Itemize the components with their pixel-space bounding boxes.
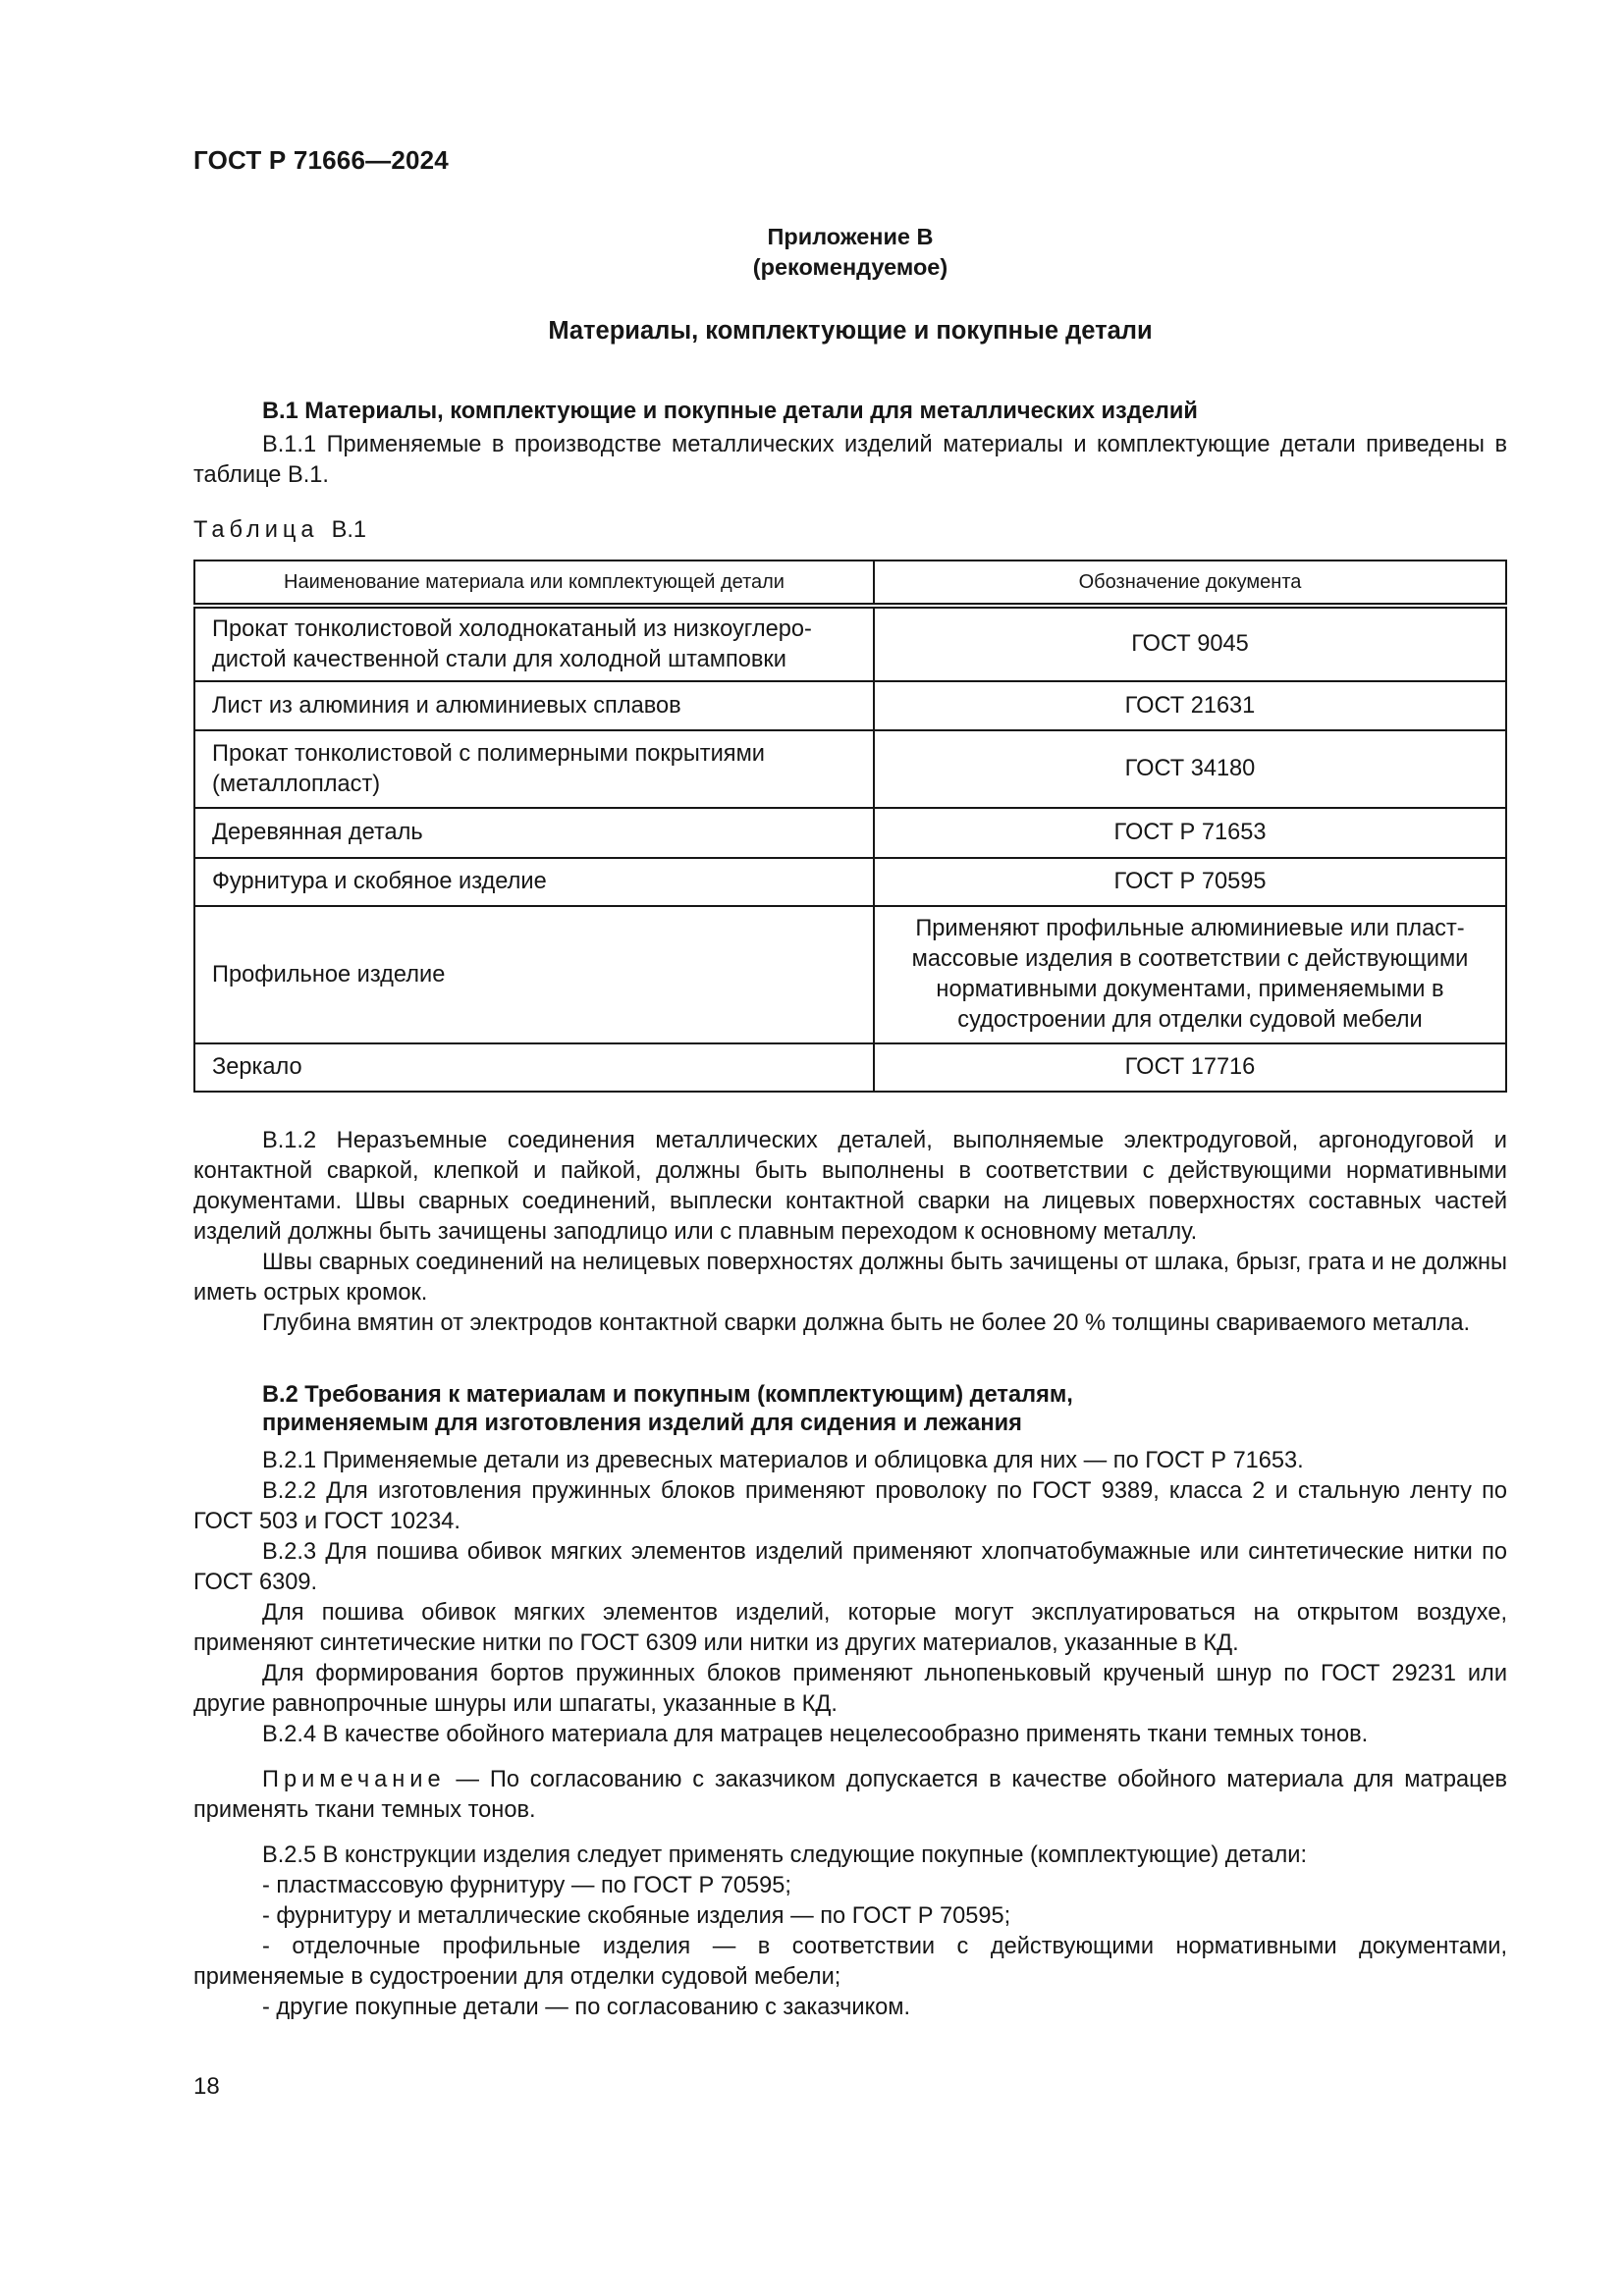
cell-material: Прокат тонколистовой холоднокатаный из низкоуглеро-дистой качественной стали для холодной штамповки [194, 606, 874, 681]
cell-document: Применяют профильные алюминиевые или пласт-массовые изделия в соответствии с действующими нормативными документами, применяемыми в судостроении для отделки судовой мебели [874, 906, 1506, 1043]
column-header-document: Обозначение документа [874, 561, 1506, 606]
section-b1-body [193, 1126, 1507, 1339]
document-code: ГОСТ Р 71666—2024 [193, 145, 449, 175]
table-row [194, 1043, 1506, 1092]
list-item: - пластмассовую фурнитуру — по ГОСТ Р 70595; [262, 1873, 791, 1898]
annex-title: Приложение В [767, 224, 934, 249]
table-header-row [194, 561, 1506, 606]
list-item: - отделочные профильные изделия — в соответствии с действующими нормативными документами, применяемые в судостроении для отделки судовой мебели; [193, 1934, 1507, 1990]
cell-material: Деревянная деталь [194, 808, 874, 858]
paragraph-b11: В.1.1 Применяемые в производстве металлических изделий материалы и комплектующие детали приведены в таблице В.1. [193, 432, 1507, 488]
materials-table [193, 560, 1507, 1093]
cell-document: ГОСТ Р 71653 [874, 808, 1506, 858]
note-text: — По согласованию с заказчиком допускается в качестве обойного материала для матрацев применять ткани темных тонов. [193, 1767, 1507, 1823]
paragraph-b23: В.2.3 Для пошива обивок мягких элементов изделий применяют хлопчатобумажные или синтетические нитки по ГОСТ 6309. [193, 1539, 1507, 1595]
table-caption [193, 517, 366, 544]
section-b2-heading-line1: В.2 Требования к материалам и покупным (комплектующим) деталям, [262, 1382, 1073, 1408]
cell-material: Профильное изделие [194, 906, 874, 1043]
note-label: Примечание [262, 1767, 446, 1792]
table-caption-label: Таблица [193, 517, 319, 543]
table-row [194, 858, 1506, 906]
paragraph-b24: В.2.4 В качестве обойного материала для матрацев нецелесообразно применять ткани темных тонов. [262, 1722, 1369, 1747]
paragraph-welds: Швы сварных соединений на нелицевых поверхностях должны быть зачищены от шлака, брызг, грата и не должны иметь острых кромок. [193, 1250, 1507, 1306]
section-b2-heading [193, 1381, 1507, 1438]
note [193, 1765, 1507, 1826]
section-b1-heading: В.1 Материалы, комплектующие и покупные детали для металлических изделий [262, 399, 1198, 424]
annex-kind: (рекомендуемое) [752, 254, 948, 280]
table-caption-number: В.1 [331, 517, 367, 543]
paragraph-b12: В.1.2 Неразъемные соединения металлических деталей, выполняемые электродуговой, аргонодуговой и контактной сваркой, клепкой и пайкой, должны быть выполнены в соответствии с действующими нормативными документами. Швы сварных соединений, выплески контактной сварки на лицевых поверхностях составных частей изделий должны быть зачищены заподлицо или с плавным переходом к основному металлу. [193, 1128, 1507, 1245]
cell-document: ГОСТ 34180 [874, 730, 1506, 808]
paragraph-outdoor: Для пошива обивок мягких элементов изделий, которые могут эксплуатироваться на открытом воздухе, применяют синтетические нитки по ГОСТ 6309 или нитки из других материалов, указанные в КД. [193, 1600, 1507, 1656]
table-row [194, 681, 1506, 730]
cell-material: Зеркало [194, 1043, 874, 1092]
cell-document: ГОСТ 21631 [874, 681, 1506, 730]
section-b2-heading-line2: применяемым для изготовления изделий для сидения и лежания [262, 1411, 1022, 1436]
section-b2 [193, 1381, 1507, 2023]
table-row [194, 606, 1506, 681]
cell-document: ГОСТ 17716 [874, 1043, 1506, 1092]
paragraph-b21: В.2.1 Применяемые детали из древесных материалов и облицовка для них — по ГОСТ Р 71653. [262, 1448, 1304, 1473]
paragraph-depth: Глубина вмятин от электродов контактной сварки должна быть не более 20 % толщины свариваемого металла. [262, 1310, 1471, 1336]
list-item: - другие покупные детали — по согласованию с заказчиком. [262, 1995, 911, 2020]
cell-document: ГОСТ Р 70595 [874, 858, 1506, 906]
page-number: 18 [193, 2073, 220, 2100]
list-item: - фурнитуру и металлические скобяные изделия — по ГОСТ Р 70595; [262, 1903, 1011, 1929]
annex-heading: Материалы, комплектующие и покупные детали [548, 317, 1153, 345]
section-b1-intro [193, 397, 1507, 491]
table-row [194, 808, 1506, 858]
paragraph-cord: Для формирования бортов пружинных блоков применяют льнопеньковый крученый шнур по ГОСТ 29231 или другие равнопрочные шнуры или шпагаты, указанные в КД. [193, 1661, 1507, 1717]
cell-material: Лист из алюминия и алюминиевых сплавов [194, 681, 874, 730]
paragraph-b25: В.2.5 В конструкции изделия следует применять следующие покупные (комплектующие) детали: [262, 1842, 1307, 1868]
column-header-material: Наименование материала или комплектующей детали [194, 561, 874, 606]
table-row [194, 906, 1506, 1043]
table-row [194, 730, 1506, 808]
cell-material: Фурнитура и скобяное изделие [194, 858, 874, 906]
paragraph-b22: В.2.2 Для изготовления пружинных блоков применяют проволоку по ГОСТ 9389, класса 2 и стальную ленту по ГОСТ 503 и ГОСТ 10234. [193, 1478, 1507, 1534]
cell-document: ГОСТ 9045 [874, 606, 1506, 681]
cell-material: Прокат тонколистовой с полимерными покрытиями (металлопласт) [194, 730, 874, 808]
